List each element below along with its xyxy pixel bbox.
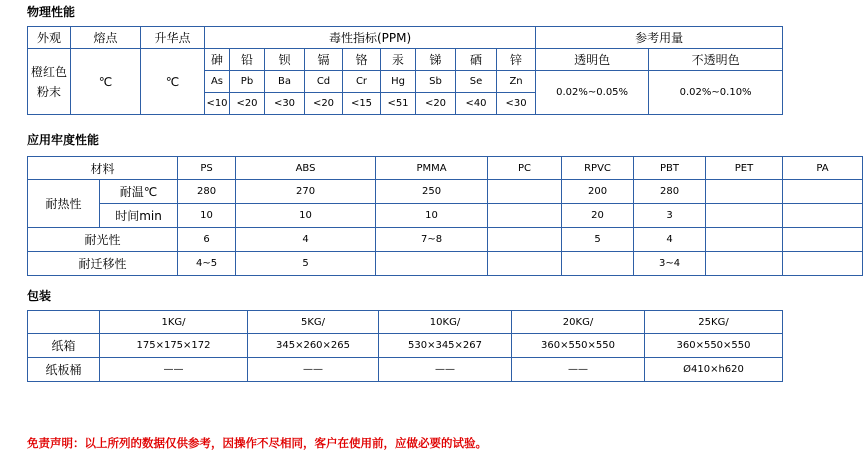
element-limit: <30 — [497, 93, 536, 115]
element-limit: <15 — [343, 93, 381, 115]
temp-value — [783, 180, 863, 204]
physical-properties-table — [27, 26, 783, 115]
element-zh: 铅 — [230, 49, 265, 71]
migration-resistance-label: 耐迁移性 — [28, 252, 178, 276]
package-size-header: 1KG/ — [100, 311, 248, 334]
migration-value — [562, 252, 634, 276]
temp-value: 280 — [178, 180, 236, 204]
migration-value — [706, 252, 783, 276]
element-symbol: As — [205, 71, 230, 93]
drum-dimension: —— — [379, 358, 512, 382]
fastness-section-title: 应用牢度性能 — [27, 133, 100, 147]
migration-value — [488, 252, 562, 276]
light-value: 7~8 — [376, 228, 488, 252]
element-zh: 铬 — [343, 49, 381, 71]
element-limit: <51 — [381, 93, 416, 115]
package-size-header: 5KG/ — [248, 311, 379, 334]
drum-dimension: —— — [512, 358, 645, 382]
ref-value-opaque: 0.02%~0.10% — [649, 71, 783, 115]
element-symbol: Hg — [381, 71, 416, 93]
header-toxicity: 毒性指标(PPM) — [205, 27, 536, 49]
appearance-value — [28, 49, 71, 115]
drum-label: 纸板桶 — [28, 358, 100, 382]
header-appearance: 外观 — [28, 27, 71, 49]
heat-resistance-label: 耐热性 — [28, 180, 100, 228]
ref-header-transparent: 透明色 — [536, 49, 649, 71]
package-size-header: 25KG/ — [645, 311, 783, 334]
time-label: 时间min — [100, 204, 178, 228]
temp-value: 280 — [634, 180, 706, 204]
material-header: RPVC — [562, 157, 634, 180]
element-zh: 钡 — [265, 49, 305, 71]
element-zh: 砷 — [205, 49, 230, 71]
element-symbol: Se — [456, 71, 497, 93]
light-value: 4 — [236, 228, 376, 252]
header-reference-dosage: 参考用量 — [536, 27, 783, 49]
drum-dimension: —— — [248, 358, 379, 382]
drum-dimension: —— — [100, 358, 248, 382]
material-header: PBT — [634, 157, 706, 180]
header-melting-point: 熔点 — [71, 27, 141, 49]
migration-value: 5 — [236, 252, 376, 276]
carton-dimension: 360×550×550 — [512, 334, 645, 358]
element-symbol: Ba — [265, 71, 305, 93]
element-limit: <10 — [205, 93, 230, 115]
melting-value: ℃ — [71, 49, 141, 115]
time-value — [706, 204, 783, 228]
disclaimer-text: 免责声明：以上所列的数据仅供参考，因操作不尽相同，客户在使用前，应做必要的试验。 — [27, 436, 487, 450]
material-label: 材料 — [28, 157, 178, 180]
element-limit: <40 — [456, 93, 497, 115]
light-value — [783, 228, 863, 252]
temp-value — [706, 180, 783, 204]
light-value — [706, 228, 783, 252]
element-zh: 锑 — [416, 49, 456, 71]
element-symbol: Pb — [230, 71, 265, 93]
element-limit: <20 — [230, 93, 265, 115]
element-symbol: Cr — [343, 71, 381, 93]
time-value: 20 — [562, 204, 634, 228]
material-header: ABS — [236, 157, 376, 180]
element-symbol: Zn — [497, 71, 536, 93]
migration-value: 3~4 — [634, 252, 706, 276]
appearance-value-line1: 橙红色 — [30, 64, 67, 79]
ref-value-transparent: 0.02%~0.05% — [536, 71, 649, 115]
packaging-section-title: 包装 — [27, 289, 52, 303]
light-value — [488, 228, 562, 252]
temp-value: 250 — [376, 180, 488, 204]
time-value — [783, 204, 863, 228]
element-zh: 镉 — [305, 49, 343, 71]
appearance-value-line2: 粉末 — [36, 84, 61, 99]
temp-value: 200 — [562, 180, 634, 204]
element-limit: <20 — [305, 93, 343, 115]
material-header: PA — [783, 157, 863, 180]
light-value: 4 — [634, 228, 706, 252]
time-value: 10 — [376, 204, 488, 228]
carton-dimension: 360×550×550 — [645, 334, 783, 358]
packaging-table — [27, 310, 783, 382]
time-value: 10 — [178, 204, 236, 228]
carton-dimension: 345×260×265 — [248, 334, 379, 358]
temp-value — [488, 180, 562, 204]
material-header: PMMA — [376, 157, 488, 180]
physical-section-title: 物理性能 — [27, 5, 76, 19]
element-zh: 锌 — [497, 49, 536, 71]
element-zh: 硒 — [456, 49, 497, 71]
fastness-table — [27, 156, 863, 276]
light-value: 5 — [562, 228, 634, 252]
package-size-header: 10KG/ — [379, 311, 512, 334]
carton-label: 纸箱 — [28, 334, 100, 358]
packaging-blank-cell — [28, 311, 100, 334]
ref-header-opaque: 不透明色 — [649, 49, 783, 71]
time-value — [488, 204, 562, 228]
element-limit: <30 — [265, 93, 305, 115]
header-sublimation-point: 升华点 — [141, 27, 205, 49]
light-value: 6 — [178, 228, 236, 252]
time-value: 3 — [634, 204, 706, 228]
temp-value: 270 — [236, 180, 376, 204]
material-header: PET — [706, 157, 783, 180]
light-fastness-label: 耐光性 — [28, 228, 178, 252]
carton-dimension: 530×345×267 — [379, 334, 512, 358]
drum-dimension: Ø410×h620 — [645, 358, 783, 382]
migration-value — [783, 252, 863, 276]
element-limit: <20 — [416, 93, 456, 115]
element-symbol: Cd — [305, 71, 343, 93]
migration-value — [376, 252, 488, 276]
carton-dimension: 175×175×172 — [100, 334, 248, 358]
material-header: PS — [178, 157, 236, 180]
sublimation-value: ℃ — [141, 49, 205, 115]
element-symbol: Sb — [416, 71, 456, 93]
element-zh: 汞 — [381, 49, 416, 71]
temp-label: 耐温℃ — [100, 180, 178, 204]
migration-value: 4~5 — [178, 252, 236, 276]
time-value: 10 — [236, 204, 376, 228]
package-size-header: 20KG/ — [512, 311, 645, 334]
material-header: PC — [488, 157, 562, 180]
